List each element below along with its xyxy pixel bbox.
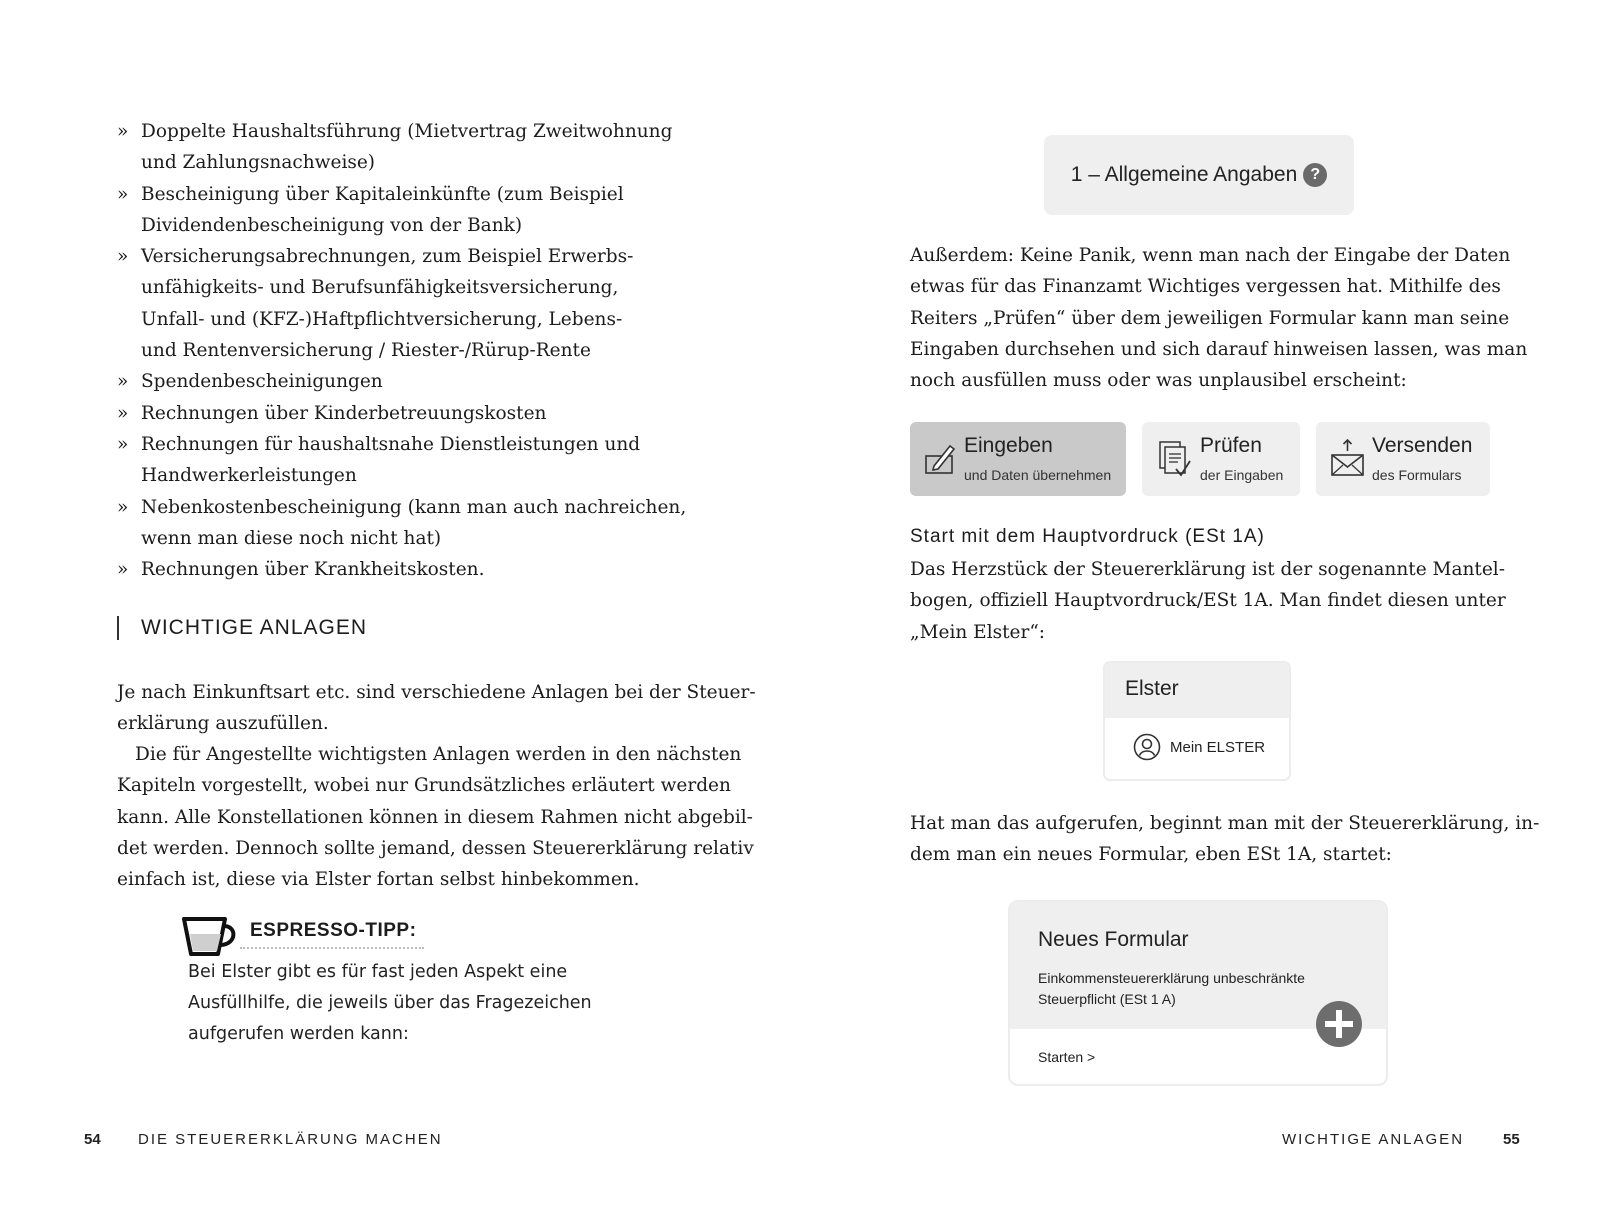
bullet-marker: »	[117, 371, 129, 393]
list-item: » Bescheinigung über Kapitaleinkünfte (zum Beispiel Dividendenbescheinigung von der Bank)	[117, 179, 717, 242]
bullet-marker: »	[117, 496, 129, 518]
right-paragraph-3: Hat man das aufgerufen, beginnt man mit der Steuererklärung, in- dem man ein neues Formular, eben ESt 1A, startet:	[910, 813, 1540, 866]
bullet-marker: »	[117, 246, 129, 268]
bullet-marker: »	[117, 183, 129, 205]
list-item: » Versicherungsabrechnungen, zum Beispiel Erwerbs- unfähigkeits- und Berufsunfähigkeitsversicherung, Unfall- und (KFZ-)Haftpflichtversicherung, Lebens- und Rentenversicherung / Riester-/Rürup-Rente	[117, 241, 717, 366]
tip-text: Bei Elster gibt es für fast jeden Aspekt eine Ausfüllhilfe, die jeweils über das Fragezeichen aufgerufen werden kann:	[188, 962, 592, 1044]
pencil-form-icon	[924, 442, 956, 476]
tab-pruefen[interactable]: Prüfen der Eingaben	[1142, 422, 1300, 496]
document-check-icon	[1158, 440, 1192, 480]
tip-divider	[240, 947, 424, 949]
mein-elster-link[interactable]: Mein ELSTER	[1133, 733, 1265, 761]
body-paragraph: Die für Angestellte wichtigsten Anlagen werden in den nächsten Kapiteln vorgestellt, wobei nur Grundsätzliches erläutert werden kann. Alle Konstellationen können in diesem Rahmen nicht abgebil- det werden. Dennoch sollte jemand, dessen Steuererklärung relativ einfach ist, diese via Elster fortan selbst hinbekommen.	[117, 744, 754, 891]
tip-heading: ESPRESSO-TIPP:	[250, 920, 417, 941]
intro-paragraph: Je nach Einkunftsart etc. sind verschiedene Anlagen bei der Steuer- erklärung auszufüllen.	[117, 682, 756, 735]
tab-eingeben[interactable]: Eingeben und Daten übernehmen	[910, 422, 1126, 496]
right-paragraph-1: Außerdem: Keine Panik, wenn man nach der Eingabe der Daten etwas für das Finanzamt Wichtiges vergessen hat. Mithilfe des Reiters „Prüfen“ über dem jeweiligen Formular kann man seine Eingaben durchsehen und sich darauf hinweisen lassen, was man noch ausfüllen muss oder was unplausibel erscheint:	[910, 245, 1528, 392]
page-number-right: 55	[1503, 1131, 1520, 1148]
list-item: » Doppelte Haushaltsführung (Mietvertrag Zweitwohnung und Zahlungsnachweise)	[117, 116, 717, 179]
list-item: » Rechnungen über Krankheitskosten.	[117, 554, 717, 585]
section-heading: WICHTIGE ANLAGEN	[117, 616, 367, 640]
elster-card-title: Elster	[1125, 677, 1179, 700]
list-item: » Nebenkostenbescheinigung (kann man auch nachreichen, wenn man diese noch nicht hat)	[117, 492, 717, 555]
bullet-marker: »	[117, 121, 129, 142]
allgemeine-angaben-card[interactable]	[1044, 135, 1354, 215]
running-title-left: DIE STEUERERKLÄRUNG MACHEN	[138, 1131, 443, 1148]
neues-formular-description: Einkommensteuererklärung unbeschränkte Steuerpflicht (ESt 1 A)	[1038, 970, 1305, 1007]
neues-formular-card[interactable]	[1008, 900, 1388, 1086]
coffee-cup-icon	[181, 914, 241, 958]
plus-circle-icon[interactable]	[1316, 1001, 1362, 1047]
user-circle-icon	[1133, 733, 1161, 761]
right-paragraph-2: Das Herzstück der Steuererklärung ist der sogenannte Mantel- bogen, offiziell Hauptvordruck/ESt 1A. Man findet diesen unter „Mein Elster“:	[910, 559, 1506, 643]
envelope-upload-icon	[1330, 438, 1366, 478]
running-title-right: WICHTIGE ANLAGEN	[1282, 1131, 1465, 1148]
help-question-icon[interactable]: ?	[1303, 163, 1327, 187]
bullet-marker: »	[117, 559, 129, 581]
list-item: » Rechnungen für haushaltsnahe Dienstleistungen und Handwerkerleistungen	[117, 429, 717, 492]
bullet-marker: »	[117, 402, 129, 424]
allgemeine-angaben-label: 1 – Allgemeine Angaben	[1070, 163, 1298, 186]
starten-link[interactable]: Starten >	[1038, 1049, 1096, 1065]
list-item: » Rechnungen über Kinderbetreuungskosten	[117, 398, 717, 429]
list-item: » Spendenbescheinigungen	[117, 366, 717, 397]
subheading: Start mit dem Hauptvordruck (ESt 1A)	[910, 526, 1265, 547]
bullet-marker: »	[117, 433, 129, 455]
elster-card	[1103, 661, 1291, 781]
bullet-list	[117, 116, 717, 585]
page-number-left: 54	[84, 1131, 101, 1148]
tab-versenden[interactable]: Versenden des Formulars	[1316, 422, 1490, 496]
neues-formular-title: Neues Formular	[1038, 928, 1189, 951]
